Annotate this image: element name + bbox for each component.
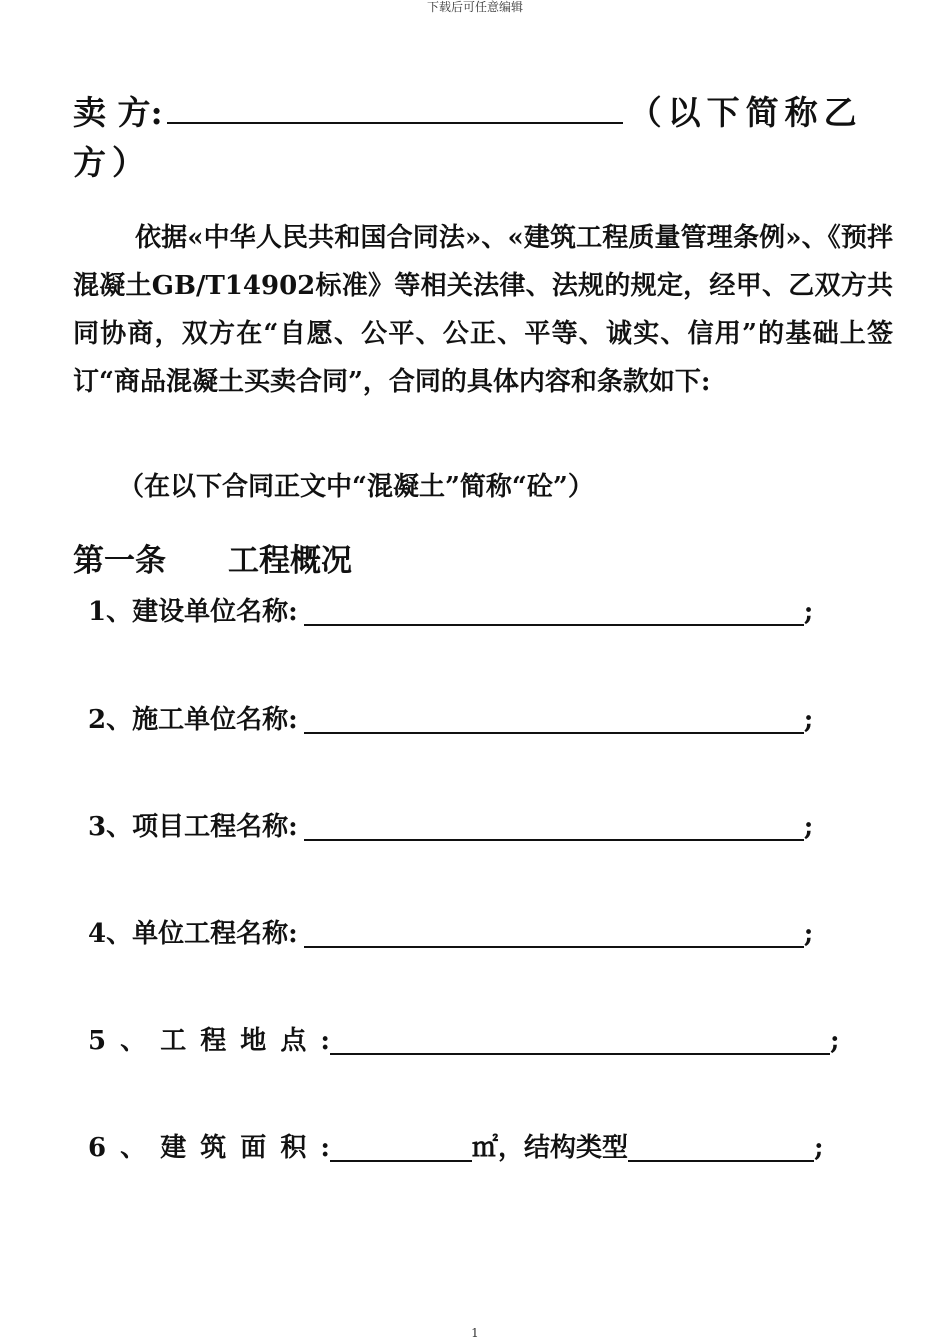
field-end: ;: [803, 597, 814, 627]
seller-line: [73, 88, 883, 188]
field-construction-unit: [88, 592, 813, 632]
field-project-name: [88, 807, 813, 847]
structure-type-blank[interactable]: [628, 1130, 814, 1162]
field-blank[interactable]: [304, 594, 804, 626]
field-end: ;: [803, 812, 814, 842]
field-end: ;: [814, 1133, 824, 1163]
field-end: ;: [803, 919, 814, 949]
page-number: 1: [471, 1326, 479, 1340]
article-1-number: 第一条: [73, 543, 166, 579]
field-blank[interactable]: [304, 702, 804, 734]
field-unit-project-name: [88, 914, 813, 954]
field-end: ;: [830, 1026, 840, 1056]
field-project-location: [88, 1021, 840, 1061]
field-label: 6、建筑面积:: [88, 1133, 330, 1163]
field-label: 3、项目工程名称:: [88, 812, 298, 842]
article-1-title: 工程概况: [228, 543, 352, 579]
field-blank[interactable]: [330, 1023, 830, 1055]
article-1-heading: [73, 537, 352, 585]
area-unit-label: ㎡，结构类型: [472, 1133, 629, 1163]
field-label: 4、单位工程名称:: [88, 919, 298, 949]
seller-name-blank[interactable]: [167, 92, 623, 124]
field-contractor-unit: [88, 700, 813, 740]
header-note: 下载后可任意编辑: [426, 0, 523, 14]
area-blank[interactable]: [330, 1130, 472, 1162]
field-label: 2、施工单位名称:: [88, 705, 298, 735]
field-label: 5、工程地点:: [88, 1026, 330, 1056]
abbreviation-note: （在以下合同正文中“混凝土”简称“砼”）: [118, 472, 594, 502]
field-building-area: [88, 1128, 824, 1168]
field-end: ;: [803, 705, 814, 735]
seller-suffix: （以下简称乙方）: [73, 93, 863, 182]
field-blank[interactable]: [304, 809, 804, 841]
field-blank[interactable]: [304, 916, 804, 948]
field-label: 1、建设单位名称:: [88, 597, 298, 627]
seller-label: 卖 方:: [73, 93, 163, 132]
intro-paragraph: 依据«中华人民共和国合同法»、«建筑工程质量管理条例»、《预拌混凝土GB/T14902标准》等相关法律、法规的规定，经甲、乙双方共同协商，双方在“自愿、公平、公正、平等、诚实、信用”的基础上签订“商品混凝土买卖合同”，合同的具体内容和条款如下:: [73, 223, 893, 397]
